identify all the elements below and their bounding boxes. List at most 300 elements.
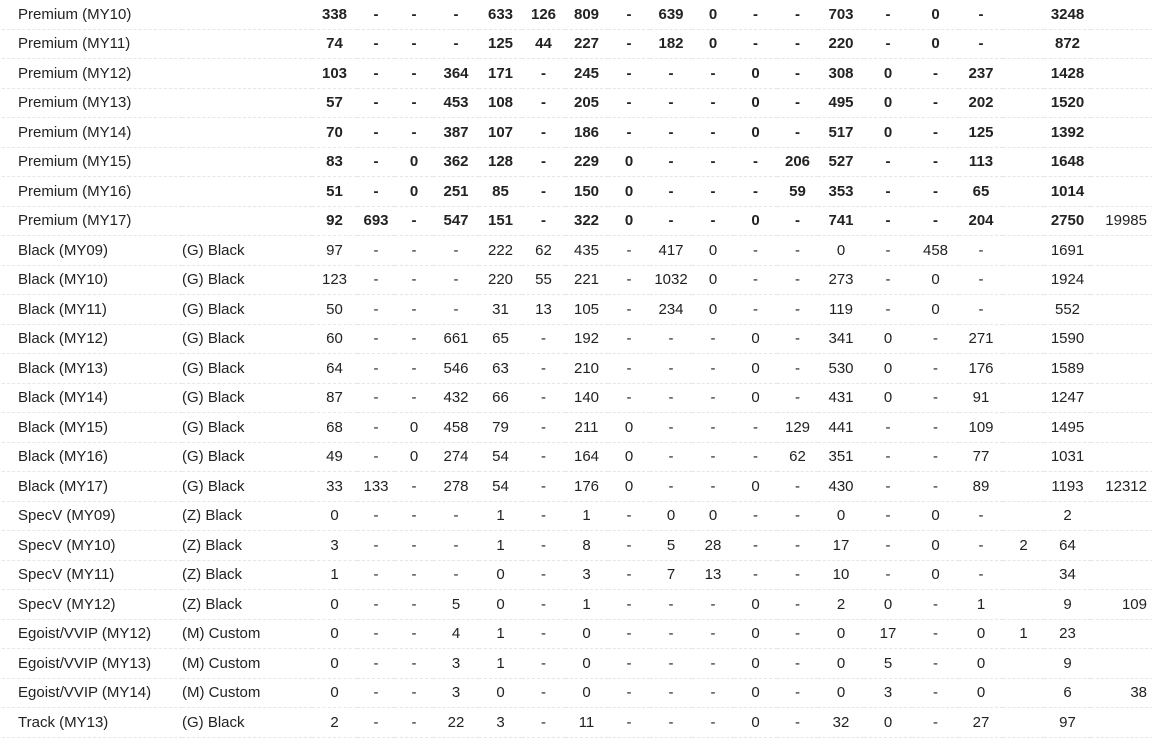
value-cell: - — [912, 383, 959, 413]
value-cell: - — [734, 560, 777, 590]
row-total-cell: 1590 — [1044, 324, 1091, 354]
value-cell: 8 — [565, 531, 608, 561]
value-cell — [1003, 236, 1044, 266]
value-cell: - — [692, 649, 734, 679]
value-cell: 97 — [312, 236, 357, 266]
value-cell: - — [864, 177, 912, 207]
value-cell: - — [357, 531, 395, 561]
value-cell: - — [608, 59, 650, 89]
value-cell: - — [650, 118, 692, 148]
table-row — [2, 678, 1152, 708]
value-cell: - — [777, 206, 818, 236]
value-cell: 0 — [864, 383, 912, 413]
table-row — [2, 708, 1152, 738]
value-cell: 3 — [312, 531, 357, 561]
value-cell: - — [357, 383, 395, 413]
value-cell: 0 — [734, 59, 777, 89]
value-cell: - — [777, 354, 818, 384]
group-total-cell — [1091, 531, 1152, 561]
value-cell — [1003, 177, 1044, 207]
model-cell: Black (MY11) — [2, 295, 182, 325]
value-cell: 237 — [959, 59, 1003, 89]
value-cell — [1003, 324, 1044, 354]
group-total-cell: 19985 — [1091, 206, 1152, 236]
value-cell: 0 — [864, 590, 912, 620]
grade-cell — [182, 88, 312, 118]
value-cell: - — [692, 413, 734, 443]
value-cell: 0 — [818, 678, 864, 708]
value-cell: - — [734, 29, 777, 59]
model-cell: Premium (MY15) — [2, 147, 182, 177]
value-cell: 517 — [818, 118, 864, 148]
value-cell: - — [395, 590, 433, 620]
value-cell: - — [912, 472, 959, 502]
group-total-cell — [1091, 560, 1152, 590]
value-cell: - — [650, 147, 692, 177]
grade-cell — [182, 29, 312, 59]
group-total-cell: 109 — [1091, 590, 1152, 620]
value-cell: - — [522, 383, 565, 413]
table-row — [2, 147, 1152, 177]
value-cell: 65 — [479, 324, 522, 354]
value-cell: 1 — [479, 619, 522, 649]
value-cell: 222 — [479, 236, 522, 266]
value-cell: - — [608, 383, 650, 413]
value-cell: 0 — [608, 206, 650, 236]
value-cell: 151 — [479, 206, 522, 236]
value-cell: - — [864, 206, 912, 236]
model-cell: Black (MY13) — [2, 354, 182, 384]
value-cell: 0 — [565, 678, 608, 708]
value-cell: 0 — [608, 413, 650, 443]
value-cell — [1003, 59, 1044, 89]
value-cell: 32 — [818, 708, 864, 738]
value-cell: 28 — [692, 531, 734, 561]
value-cell: 55 — [522, 265, 565, 295]
value-cell: 0 — [312, 590, 357, 620]
value-cell: 0 — [912, 29, 959, 59]
value-cell: - — [692, 619, 734, 649]
row-total-cell: 23 — [1044, 619, 1091, 649]
grade-cell: (G) Black — [182, 383, 312, 413]
value-cell: - — [650, 354, 692, 384]
value-cell: - — [692, 324, 734, 354]
value-cell: - — [395, 118, 433, 148]
value-cell: - — [777, 0, 818, 29]
value-cell: 0 — [912, 531, 959, 561]
value-cell: 125 — [479, 29, 522, 59]
value-cell: 0 — [692, 236, 734, 266]
production-table — [2, 0, 1152, 738]
value-cell: - — [912, 59, 959, 89]
value-cell: - — [692, 354, 734, 384]
value-cell: 278 — [433, 472, 479, 502]
value-cell: 103 — [312, 59, 357, 89]
value-cell — [1003, 29, 1044, 59]
value-cell: 150 — [565, 177, 608, 207]
value-cell: 0 — [565, 619, 608, 649]
value-cell: - — [357, 560, 395, 590]
value-cell: - — [608, 708, 650, 738]
value-cell: 0 — [734, 590, 777, 620]
value-cell: 432 — [433, 383, 479, 413]
value-cell: - — [777, 383, 818, 413]
group-total-cell — [1091, 265, 1152, 295]
value-cell: 0 — [734, 649, 777, 679]
value-cell: 85 — [479, 177, 522, 207]
row-total-cell: 2750 — [1044, 206, 1091, 236]
value-cell: 0 — [608, 147, 650, 177]
value-cell: 2 — [312, 708, 357, 738]
table-row — [2, 118, 1152, 148]
value-cell — [1003, 708, 1044, 738]
value-cell: - — [357, 236, 395, 266]
value-cell: 220 — [818, 29, 864, 59]
value-cell: - — [395, 29, 433, 59]
grade-cell: (Z) Black — [182, 590, 312, 620]
value-cell: - — [959, 236, 1003, 266]
value-cell: 11 — [565, 708, 608, 738]
value-cell: 54 — [479, 472, 522, 502]
value-cell — [1003, 590, 1044, 620]
table-row — [2, 295, 1152, 325]
value-cell: 164 — [565, 442, 608, 472]
value-cell: - — [650, 619, 692, 649]
value-cell: 87 — [312, 383, 357, 413]
value-cell: - — [395, 206, 433, 236]
value-cell: 1 — [1003, 619, 1044, 649]
value-cell: - — [864, 236, 912, 266]
value-cell: - — [692, 708, 734, 738]
row-total-cell: 1014 — [1044, 177, 1091, 207]
value-cell: 273 — [818, 265, 864, 295]
group-total-cell — [1091, 295, 1152, 325]
value-cell: - — [650, 678, 692, 708]
value-cell: - — [357, 265, 395, 295]
value-cell: - — [608, 619, 650, 649]
value-cell: 0 — [479, 678, 522, 708]
value-cell: - — [959, 29, 1003, 59]
row-total-cell: 34 — [1044, 560, 1091, 590]
value-cell: 7 — [650, 560, 692, 590]
value-cell: - — [912, 678, 959, 708]
value-cell: 0 — [734, 383, 777, 413]
value-cell: 123 — [312, 265, 357, 295]
value-cell: - — [650, 708, 692, 738]
value-cell: - — [395, 708, 433, 738]
value-cell: 0 — [692, 29, 734, 59]
value-cell: - — [734, 0, 777, 29]
value-cell: 0 — [312, 619, 357, 649]
value-cell: - — [912, 177, 959, 207]
value-cell: 362 — [433, 147, 479, 177]
value-cell: - — [734, 177, 777, 207]
value-cell: 1 — [565, 590, 608, 620]
row-total-cell: 9 — [1044, 590, 1091, 620]
row-total-cell: 1031 — [1044, 442, 1091, 472]
grade-cell: (G) Black — [182, 413, 312, 443]
grade-cell: (Z) Black — [182, 531, 312, 561]
value-cell: - — [650, 88, 692, 118]
value-cell: 0 — [734, 88, 777, 118]
value-cell: 74 — [312, 29, 357, 59]
row-total-cell: 1428 — [1044, 59, 1091, 89]
value-cell: 50 — [312, 295, 357, 325]
value-cell: - — [864, 413, 912, 443]
table-row — [2, 590, 1152, 620]
value-cell: 0 — [692, 501, 734, 531]
value-cell: 51 — [312, 177, 357, 207]
value-cell: - — [522, 678, 565, 708]
value-cell: - — [777, 531, 818, 561]
value-cell: 31 — [479, 295, 522, 325]
value-cell: - — [522, 88, 565, 118]
value-cell: 431 — [818, 383, 864, 413]
value-cell: 0 — [734, 206, 777, 236]
table-row — [2, 560, 1152, 590]
value-cell: - — [395, 531, 433, 561]
group-total-cell — [1091, 324, 1152, 354]
value-cell — [1003, 501, 1044, 531]
value-cell: 109 — [959, 413, 1003, 443]
value-cell: - — [692, 88, 734, 118]
value-cell: 0 — [912, 295, 959, 325]
value-cell: 0 — [608, 472, 650, 502]
value-cell: - — [433, 236, 479, 266]
value-cell: 63 — [479, 354, 522, 384]
group-total-cell — [1091, 354, 1152, 384]
value-cell: 530 — [818, 354, 864, 384]
value-cell: - — [357, 88, 395, 118]
value-cell: - — [522, 619, 565, 649]
grade-cell: (M) Custom — [182, 619, 312, 649]
value-cell: - — [522, 708, 565, 738]
value-cell: 70 — [312, 118, 357, 148]
value-cell: 809 — [565, 0, 608, 29]
value-cell: - — [777, 501, 818, 531]
value-cell: 0 — [608, 177, 650, 207]
value-cell: - — [650, 472, 692, 502]
value-cell: 338 — [312, 0, 357, 29]
row-total-cell: 1193 — [1044, 472, 1091, 502]
value-cell: 633 — [479, 0, 522, 29]
value-cell: 4 — [433, 619, 479, 649]
value-cell: 441 — [818, 413, 864, 443]
model-cell: Black (MY17) — [2, 472, 182, 502]
value-cell: 3 — [433, 649, 479, 679]
value-cell: 0 — [734, 354, 777, 384]
value-cell: 13 — [692, 560, 734, 590]
value-cell: - — [357, 442, 395, 472]
value-cell: 0 — [864, 88, 912, 118]
value-cell: - — [357, 354, 395, 384]
group-total-cell: 12312 — [1091, 472, 1152, 502]
table-row — [2, 29, 1152, 59]
grade-cell — [182, 118, 312, 148]
value-cell: 17 — [864, 619, 912, 649]
value-cell: 2 — [818, 590, 864, 620]
value-cell: 234 — [650, 295, 692, 325]
value-cell: - — [650, 413, 692, 443]
group-total-cell — [1091, 0, 1152, 29]
value-cell — [1003, 413, 1044, 443]
value-cell: - — [864, 501, 912, 531]
value-cell: - — [395, 472, 433, 502]
group-total-cell: 38 — [1091, 678, 1152, 708]
value-cell: 0 — [312, 501, 357, 531]
value-cell: - — [912, 324, 959, 354]
value-cell: 210 — [565, 354, 608, 384]
model-cell: Black (MY09) — [2, 236, 182, 266]
model-cell: SpecV (MY09) — [2, 501, 182, 531]
table-row — [2, 0, 1152, 29]
value-cell: 89 — [959, 472, 1003, 502]
value-cell: - — [912, 619, 959, 649]
value-cell: - — [912, 708, 959, 738]
value-cell: - — [395, 560, 433, 590]
table-row — [2, 324, 1152, 354]
value-cell: 495 — [818, 88, 864, 118]
row-total-cell: 872 — [1044, 29, 1091, 59]
value-cell: 0 — [959, 649, 1003, 679]
row-total-cell: 552 — [1044, 295, 1091, 325]
row-total-cell: 9 — [1044, 649, 1091, 679]
value-cell — [1003, 649, 1044, 679]
row-total-cell: 1691 — [1044, 236, 1091, 266]
value-cell: - — [864, 531, 912, 561]
row-total-cell: 1924 — [1044, 265, 1091, 295]
value-cell: 0 — [912, 501, 959, 531]
value-cell: 3 — [864, 678, 912, 708]
grade-cell: (G) Black — [182, 236, 312, 266]
value-cell: 453 — [433, 88, 479, 118]
value-cell — [1003, 265, 1044, 295]
table-row — [2, 88, 1152, 118]
value-cell: - — [959, 265, 1003, 295]
value-cell — [1003, 354, 1044, 384]
grade-cell — [182, 206, 312, 236]
value-cell: 33 — [312, 472, 357, 502]
model-cell: SpecV (MY12) — [2, 590, 182, 620]
value-cell: - — [395, 0, 433, 29]
value-cell: - — [912, 147, 959, 177]
group-total-cell — [1091, 147, 1152, 177]
value-cell: 0 — [734, 118, 777, 148]
value-cell: - — [357, 29, 395, 59]
row-total-cell: 64 — [1044, 531, 1091, 561]
value-cell: - — [734, 236, 777, 266]
value-cell: - — [777, 649, 818, 679]
value-cell: 430 — [818, 472, 864, 502]
value-cell: 83 — [312, 147, 357, 177]
value-cell: 274 — [433, 442, 479, 472]
value-cell: 0 — [692, 0, 734, 29]
row-total-cell: 1589 — [1044, 354, 1091, 384]
value-cell: - — [650, 206, 692, 236]
model-cell: Egoist/VVIP (MY14) — [2, 678, 182, 708]
value-cell: 308 — [818, 59, 864, 89]
model-cell: Track (MY13) — [2, 708, 182, 738]
group-total-cell — [1091, 649, 1152, 679]
value-cell: 322 — [565, 206, 608, 236]
value-cell: 0 — [650, 501, 692, 531]
value-cell: - — [608, 501, 650, 531]
table-row — [2, 265, 1152, 295]
value-cell: 435 — [565, 236, 608, 266]
value-cell: 0 — [395, 413, 433, 443]
value-cell: - — [357, 678, 395, 708]
value-cell: - — [864, 265, 912, 295]
value-cell: - — [734, 295, 777, 325]
value-cell: - — [395, 354, 433, 384]
value-cell: - — [734, 501, 777, 531]
table-row — [2, 206, 1152, 236]
model-cell: Black (MY16) — [2, 442, 182, 472]
value-cell: - — [395, 501, 433, 531]
model-cell: Premium (MY16) — [2, 177, 182, 207]
value-cell: - — [734, 413, 777, 443]
row-total-cell: 2 — [1044, 501, 1091, 531]
value-cell: - — [522, 560, 565, 590]
value-cell: - — [650, 59, 692, 89]
model-cell: Black (MY10) — [2, 265, 182, 295]
value-cell: 125 — [959, 118, 1003, 148]
value-cell: - — [522, 177, 565, 207]
value-cell: 458 — [433, 413, 479, 443]
value-cell: - — [777, 560, 818, 590]
value-cell: - — [864, 29, 912, 59]
grade-cell: (G) Black — [182, 442, 312, 472]
value-cell: 0 — [912, 0, 959, 29]
value-cell: - — [608, 560, 650, 590]
group-total-cell — [1091, 29, 1152, 59]
value-cell: 341 — [818, 324, 864, 354]
value-cell: 59 — [777, 177, 818, 207]
value-cell: - — [522, 413, 565, 443]
grade-cell — [182, 177, 312, 207]
value-cell: - — [522, 531, 565, 561]
value-cell: 0 — [734, 619, 777, 649]
value-cell: 458 — [912, 236, 959, 266]
value-cell: - — [357, 147, 395, 177]
value-cell: 417 — [650, 236, 692, 266]
group-total-cell — [1091, 118, 1152, 148]
value-cell: - — [777, 324, 818, 354]
value-cell: - — [608, 678, 650, 708]
value-cell: - — [357, 118, 395, 148]
value-cell: - — [692, 590, 734, 620]
value-cell: 0 — [818, 236, 864, 266]
value-cell: - — [608, 265, 650, 295]
group-total-cell — [1091, 177, 1152, 207]
value-cell: - — [777, 59, 818, 89]
value-cell: - — [357, 177, 395, 207]
value-cell: - — [650, 590, 692, 620]
value-cell: - — [692, 383, 734, 413]
value-cell: - — [650, 649, 692, 679]
value-cell: - — [777, 265, 818, 295]
value-cell: - — [433, 531, 479, 561]
value-cell: 49 — [312, 442, 357, 472]
value-cell: - — [692, 147, 734, 177]
value-cell: - — [864, 295, 912, 325]
value-cell: - — [395, 678, 433, 708]
value-cell: - — [777, 619, 818, 649]
value-cell: - — [692, 118, 734, 148]
value-cell: 66 — [479, 383, 522, 413]
value-cell: - — [912, 354, 959, 384]
value-cell: 0 — [864, 118, 912, 148]
